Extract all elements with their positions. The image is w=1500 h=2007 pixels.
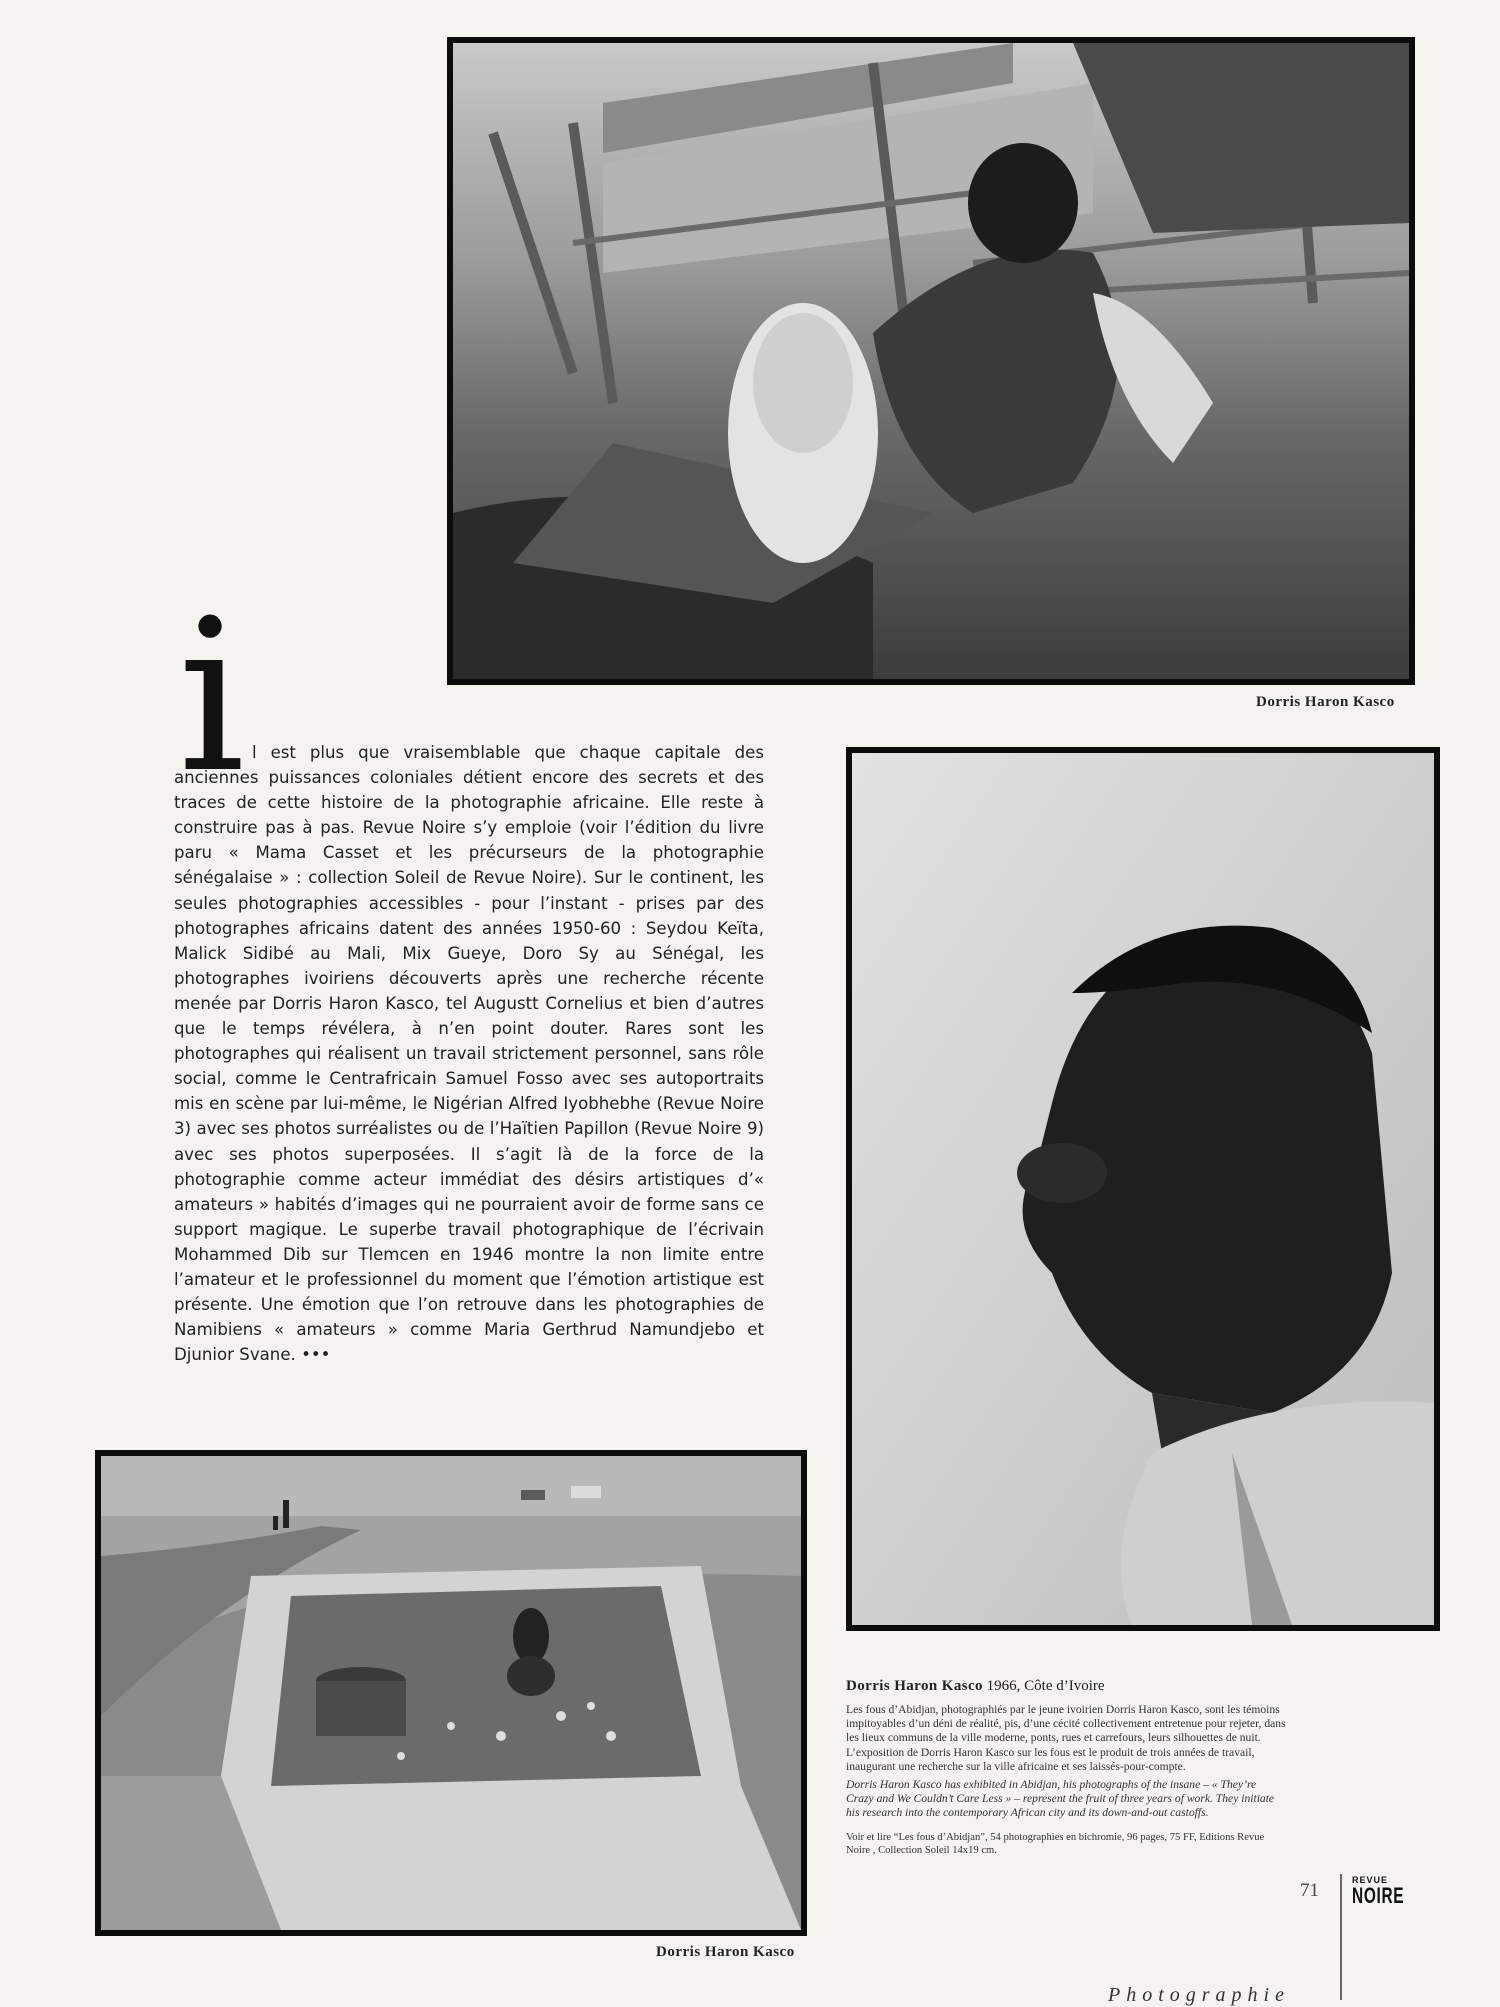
photo-man-with-sack [447, 37, 1415, 685]
photo-portrait-profile [846, 747, 1440, 1631]
page-number: 71 [1300, 1880, 1319, 1901]
caption-title-rest: 1966, Côte d’Ivoire [982, 1678, 1105, 1694]
photo-child-in-enclosure-image [101, 1456, 801, 1930]
top-photo-credit: Dorris Haron Kasco [1256, 694, 1395, 710]
article-dropcap: i [178, 574, 246, 819]
footer-divider [1340, 1874, 1342, 2000]
photo-portrait-profile-image [852, 753, 1434, 1625]
caption-title-name: Dorris Haron Kasco [846, 1678, 983, 1694]
revue-noire-logo: REVUE NOIRE [1352, 1875, 1405, 1908]
photo-child-in-enclosure [95, 1450, 807, 1936]
photo-man-with-sack-image [453, 43, 1409, 679]
caption-english: Dorris Haron Kasco has exhibited in Abidjan, his photographs of the insane – « They’re Crazy and We Couldn’t Care Less » – represent the fruit of three years of work. They initiate his research into the contemporary African city and its down-and-out castoffs. [846, 1778, 1275, 1820]
section-label: Photographie [1108, 1984, 1290, 2006]
article-body: l est plus que vraisemblable que chaque capitale des anciennes puissances coloniales détient encore des secrets et des traces de cette histoire de la photographie africaine. Elle reste à construire pas à pas. Revue Noire s’y emploie (voir l’édition du livre paru « Mama Casset et les précurseurs de la photographie sénégalaise » : collection Soleil de Revue Noire). Sur le continent, les seules photographies accessibles - pour l’instant - prises par des photographes africains datent des années 1950-60 : Seydou Keïta, Malick Sidibé au Mali, Mix Gueye, Doro Sy au Sénégal, les photographes ivoiriens découverts après une recherche récente menée par Dorris Haron Kasco, tel Augustt Cornelius et bien d’autres que le temps révélera, à n’en point douter. Rares sont les photographes qui réalisent un travail strictement personnel, sans rôle social, comme le Centrafricain Samuel Fosso avec ses autoportraits mis en scène par lui-même, le Nigérian Alfred Iyobhebhe (Revue Noire 3) avec ses photos surréalistes ou de l’Haïtien Papillon (Revue Noire 9) avec ses photos superposées. Il s’agit là de la force de la photographie comme acteur immédiat des désirs artistiques d’« amateurs » habités d’images qui ne pourraient avoir de forme sans ce support magique. Le superbe travail photographique de l’écrivain Mohammed Dib sur Tlemcen en 1946 montre la non limite entre l’amateur et le professionnel du moment que l’émotion artistique est présente. Une émotion que l’on retrouve dans les photographies de Namibiens « amateurs » comme Maria Gerthrud Namundjebo et Djunior Svane. ••• [174, 743, 764, 1365]
caption-title [846, 1678, 1286, 1695]
bottom-photo-credit: Dorris Haron Kasco [656, 1944, 795, 1960]
portrait-caption [846, 1678, 1286, 1857]
caption-french: Les fous d’Abidjan, photographiés par le jeune ivoirien Dorris Haron Kasco, sont les témoins impitoyables d’un déni de réalité, pis, d’une cécité collectivement entretenue pour rejeter, dans les lieux communs de la ville moderne, ponts, rues et carrefours, leurs silhouettes de nuit. L’exposition de Dorris Haron Kasco sur les fous est le produit de trois années de travail, inaugurant une recherche sur la ville africaine et ses laissés-pour-compte. [846, 1703, 1286, 1773]
caption-book-note: Voir et lire “Les fous d’Abidjan”, 54 photographies en bichromie, 96 pages, 75 FF, Editions Revue Noire , Collection Soleil 14x19 cm. [846, 1831, 1265, 1856]
